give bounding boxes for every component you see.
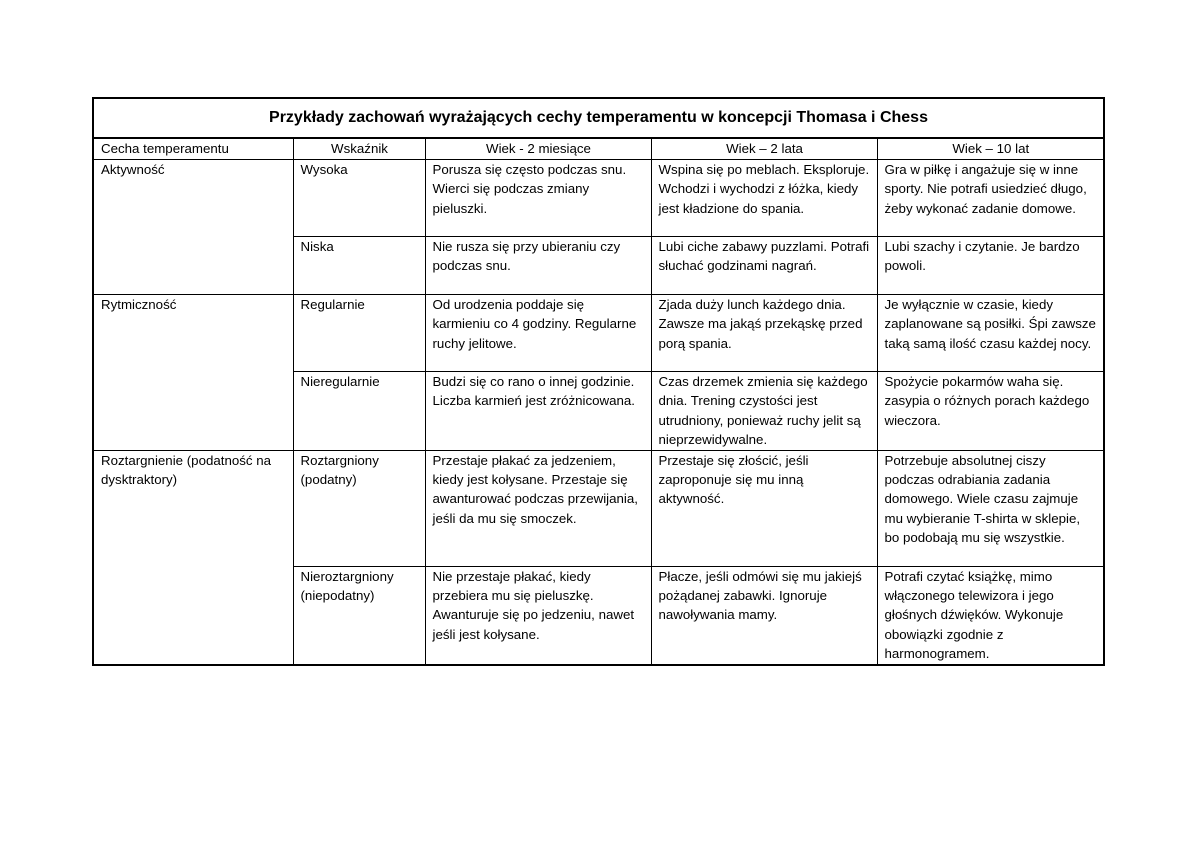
title-row <box>93 98 1104 138</box>
temperament-table <box>92 97 1105 666</box>
age-2-months-cell: Przestaje płakać za jedzeniem, kiedy jest kołysane. Przestaje się awanturować podczas przewijania, jeśli da mu się smoczek. <box>425 450 651 566</box>
indicator-cell: Roztargniony (podatny) <box>293 450 425 566</box>
indicator-cell: Regularnie <box>293 295 425 372</box>
age-10-years-cell: Je wyłącznie w czasie, kiedy zaplanowane są posiłki. Śpi zawsze taką samą ilość czasu każdej nocy. <box>877 295 1104 372</box>
header-indicator: Wskaźnik <box>293 138 425 160</box>
indicator-cell: Nieroztargniony (niepodatny) <box>293 566 425 665</box>
age-10-years-cell: Lubi szachy i czytanie. Je bardzo powoli. <box>877 237 1104 295</box>
age-2-months-cell: Budzi się co rano o innej godzinie. Liczba karmień jest zróżnicowana. <box>425 372 651 451</box>
indicator-cell: Niska <box>293 237 425 295</box>
age-2-months-cell: Nie rusza się przy ubieraniu czy podczas snu. <box>425 237 651 295</box>
age-10-years-cell: Potrafi czytać książkę, mimo włączonego telewizora i jego głośnych dźwięków. Wykonuje obowiązki zgodnie z harmonogramem. <box>877 566 1104 665</box>
age-2-years-cell: Płacze, jeśli odmówi się mu jakiejś pożądanej zabawki. Ignoruje nawoływania mamy. <box>651 566 877 665</box>
age-2-years-cell: Czas drzemek zmienia się każdego dnia. Trening czystości jest utrudniony, ponieważ ruchy jelit są nieprzewidywalne. <box>651 372 877 451</box>
indicator-cell: Nieregularnie <box>293 372 425 451</box>
age-10-years-cell: Gra w piłkę i angażuje się w inne sporty. Nie potrafi usiedzieć długo, żeby wykonać zadanie domowe. <box>877 160 1104 237</box>
age-10-years-cell: Potrzebuje absolutnej ciszy podczas odrabiania zadania domowego. Wiele czasu zajmuje mu wybieranie T-shirta w sklepie, bo podobają mu się wszystkie. <box>877 450 1104 566</box>
trait-cell: Rytmiczność <box>93 295 293 451</box>
table-row <box>93 295 1104 372</box>
table-title: Przykłady zachowań wyrażających cechy temperamentu w koncepcji Thomasa i Chess <box>93 98 1104 138</box>
header-age-10-years: Wiek – 10 lat <box>877 138 1104 160</box>
table-row <box>93 450 1104 566</box>
age-2-years-cell: Wspina się po meblach. Eksploruje. Wchodzi i wychodzi z łóżka, kiedy jest kładzione do spania. <box>651 160 877 237</box>
indicator-cell: Wysoka <box>293 160 425 237</box>
age-2-years-cell: Przestaje się złościć, jeśli zaproponuje się mu inną aktywność. <box>651 450 877 566</box>
header-trait: Cecha temperamentu <box>93 138 293 160</box>
header-age-2-years: Wiek – 2 lata <box>651 138 877 160</box>
age-2-years-cell: Zjada duży lunch każdego dnia. Zawsze ma jakąś przekąskę przed porą spania. <box>651 295 877 372</box>
header-age-2-months: Wiek - 2 miesiące <box>425 138 651 160</box>
header-row <box>93 138 1104 160</box>
trait-cell: Roztargnienie (podatność na dysktraktory) <box>93 450 293 665</box>
age-2-months-cell: Porusza się często podczas snu. Wierci się podczas zmiany pieluszki. <box>425 160 651 237</box>
age-2-years-cell: Lubi ciche zabawy puzzlami. Potrafi słuchać godzinami nagrań. <box>651 237 877 295</box>
trait-cell: Aktywność <box>93 160 293 295</box>
table-row <box>93 160 1104 237</box>
age-2-months-cell: Nie przestaje płakać, kiedy przebiera mu się pieluszkę. Awanturuje się po jedzeniu, nawet jeśli jest kołysane. <box>425 566 651 665</box>
age-10-years-cell: Spożycie pokarmów waha się. zasypia o różnych porach każdego wieczora. <box>877 372 1104 451</box>
age-2-months-cell: Od urodzenia poddaje się karmieniu co 4 godziny. Regularne ruchy jelitowe. <box>425 295 651 372</box>
